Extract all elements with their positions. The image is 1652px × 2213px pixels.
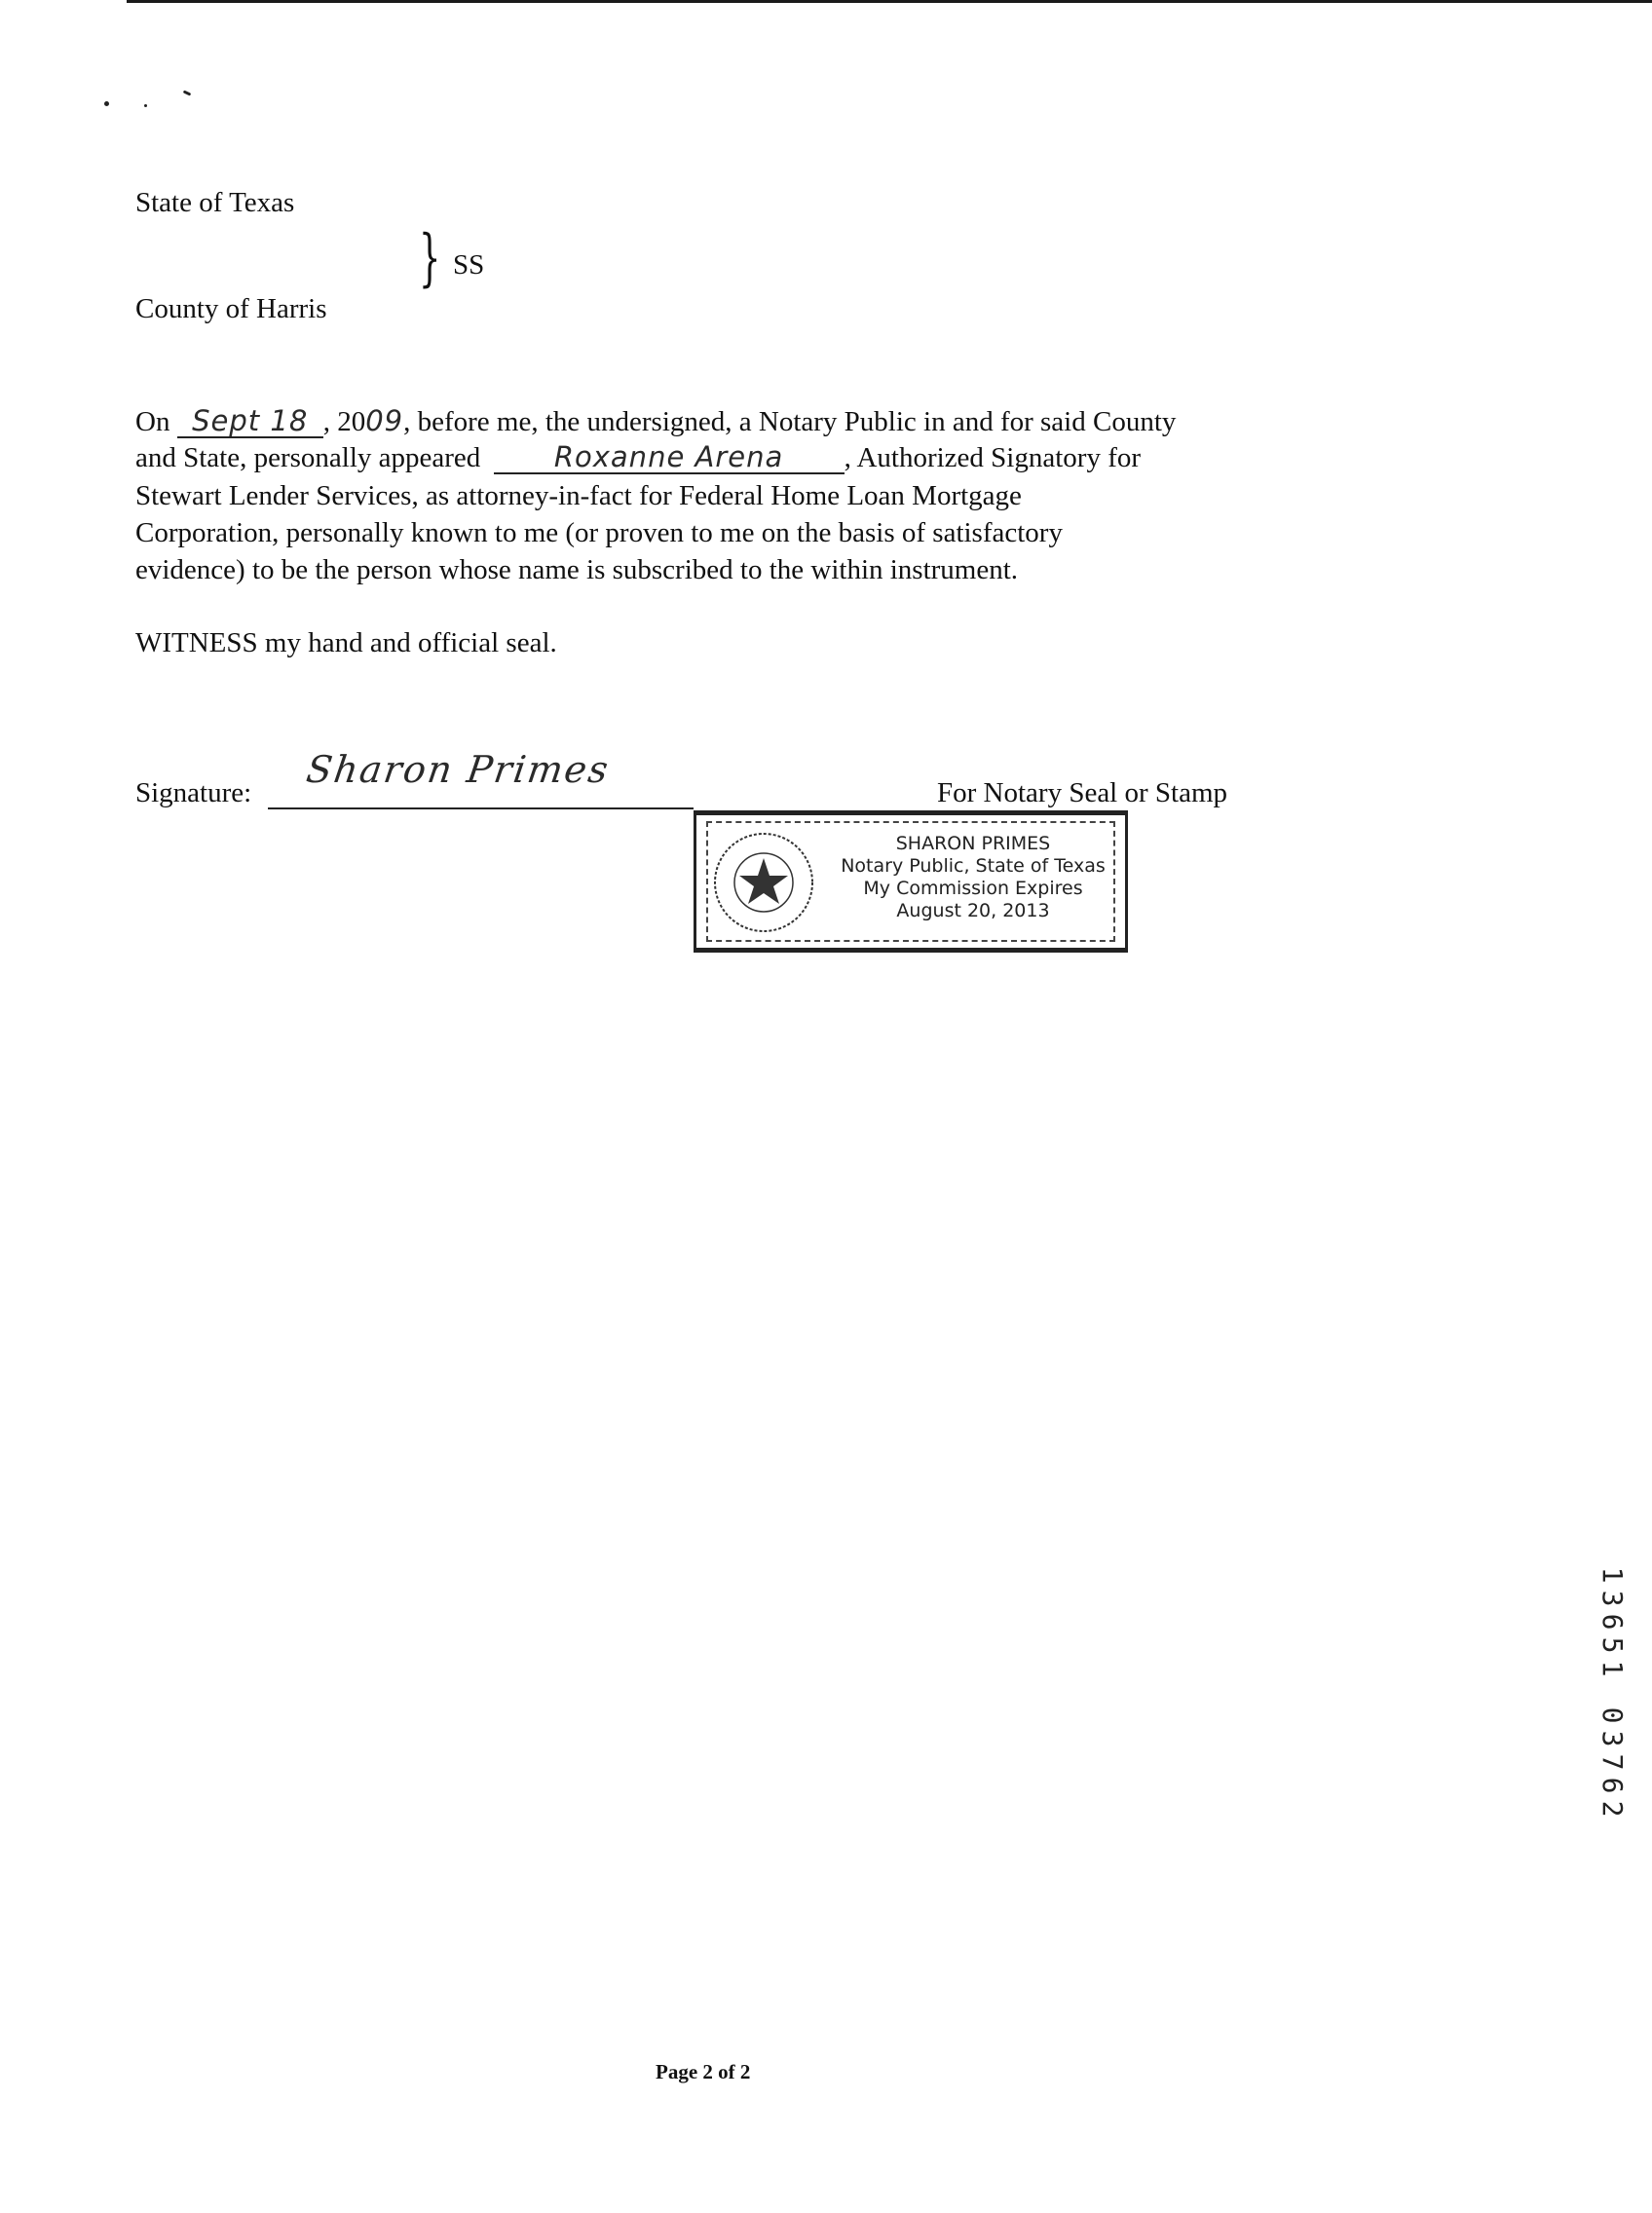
stamp-commission: My Commission Expires	[863, 878, 1083, 899]
scan-speck	[183, 90, 192, 95]
doc-number-char: 2	[1596, 1800, 1629, 1818]
state-line: State of Texas	[135, 187, 295, 218]
doc-number-char: 1	[1596, 1566, 1629, 1584]
top-border-line	[127, 0, 1652, 3]
stamp-text	[825, 833, 1121, 922]
appeared-handwritten: Roxanne Arena	[494, 441, 845, 474]
scan-speck	[104, 101, 109, 106]
date-handwritten: Sept 18	[177, 405, 323, 438]
body-line-2	[135, 439, 1141, 476]
stamp-name: SHARON PRIMES	[895, 833, 1051, 854]
doc-number-char: 1	[1596, 1660, 1629, 1677]
star-seal-icon	[710, 829, 817, 936]
doc-number-char: 0	[1596, 1707, 1629, 1724]
year-handwritten: 09	[365, 404, 404, 437]
year-prefix: , 20	[322, 406, 366, 437]
doc-number-char: 6	[1596, 1777, 1629, 1794]
signature-label: Signature:	[135, 777, 252, 808]
document-number	[1597, 1563, 1627, 1820]
doc-number-char: 6	[1596, 1613, 1629, 1631]
county-line: County of Harris	[135, 293, 327, 324]
seal-label: For Notary Seal or Stamp	[937, 777, 1228, 808]
body-line-3: Stewart Lender Services, as attorney-in-fact for Federal Home Loan Mortgage	[135, 480, 1022, 511]
signature-line	[268, 807, 694, 809]
page-number: Page 2 of 2	[656, 2060, 751, 2083]
line2-suffix: , Authorized Signatory for	[844, 442, 1142, 473]
doc-number-char: 7	[1596, 1753, 1629, 1771]
stamp-title: Notary Public, State of Texas	[841, 855, 1106, 877]
stamp-expiry: August 20, 2013	[896, 900, 1050, 921]
notary-signature: Sharon Primes	[303, 748, 613, 791]
on-prefix: On	[135, 406, 170, 437]
witness-line: WITNESS my hand and official seal.	[135, 627, 557, 658]
notary-stamp	[694, 810, 1128, 953]
body-line-4: Corporation, personally known to me (or proven to me on the basis of satisfactory	[135, 517, 1063, 548]
doc-number-char: 5	[1596, 1636, 1629, 1654]
scan-speck	[144, 104, 147, 107]
line2-prefix: and State, personally appeared	[135, 442, 481, 473]
doc-number-char: 3	[1596, 1730, 1629, 1747]
brace-icon: }	[419, 222, 441, 294]
body-line-5: evidence) to be the person whose name is subscribed to the within instrument.	[135, 554, 1019, 585]
ss-label: SS	[453, 249, 485, 281]
body-line-1	[135, 402, 1176, 440]
doc-number-char: 3	[1596, 1590, 1629, 1607]
line1-rest: , before me, the undersigned, a Notary Public in and for said County	[403, 406, 1177, 437]
